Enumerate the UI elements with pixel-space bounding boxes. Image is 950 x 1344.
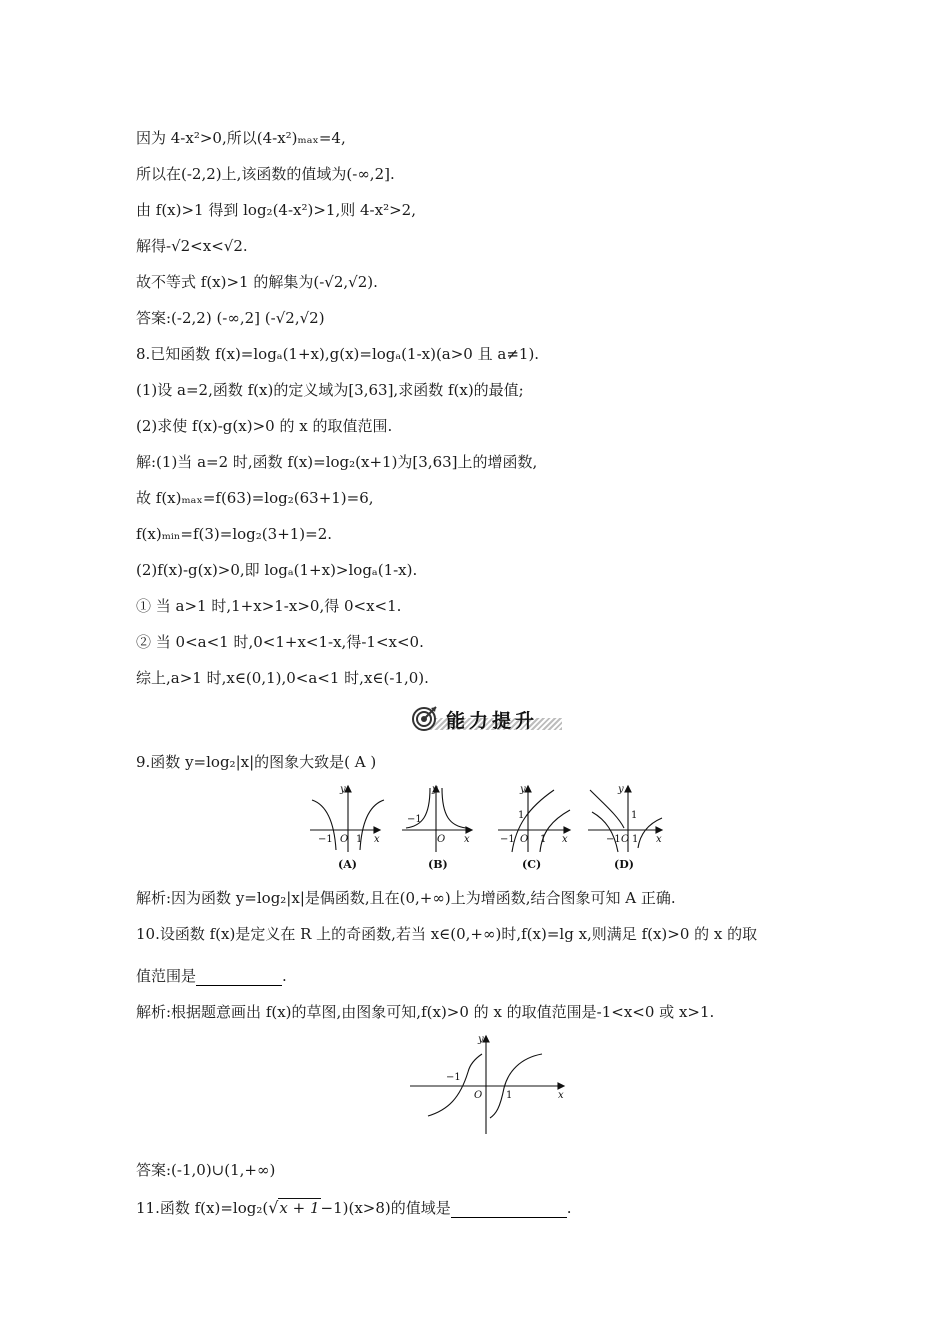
tick-label: −1: [407, 814, 422, 825]
answer-blank[interactable]: [196, 969, 282, 986]
punctuation: .: [282, 967, 287, 985]
axis-label-y: y: [478, 1034, 484, 1045]
analysis-line: 解析:因为函数 y=log₂|x|是偶函数,且在(0,+∞)上为增函数,结合图象可知 A 正确.: [136, 889, 676, 907]
sqrt-radicand: x + 1: [279, 1199, 320, 1217]
banner-title: 能力提升: [446, 710, 539, 732]
sqrt-sign: √: [268, 1198, 279, 1217]
origin-label: O: [340, 834, 349, 845]
question-10: 10.设函数 f(x)是定义在 R 上的奇函数,若当 x∈(0,+∞)时,f(x)=lg x,则满足 f(x)>0 的 x 的取: [136, 925, 758, 943]
origin-label: O: [621, 834, 630, 845]
text-line: 故 f(x)ₘₐₓ=f(63)=log₂(63+1)=6,: [136, 489, 374, 507]
tick-label: 1: [540, 834, 547, 845]
tick-label: 1: [506, 1090, 513, 1101]
axis-label-x: x: [562, 834, 568, 845]
answer-line: 答案:(-2,2) (-∞,2] (-√2,√2): [136, 309, 325, 327]
question-text: 值范围是: [136, 967, 197, 985]
tick-label: 1: [356, 834, 363, 845]
tick-label: −1: [446, 1072, 461, 1083]
question-text: 11.函数 f(x)=log₂(: [136, 1199, 269, 1217]
axis-label-x: x: [374, 834, 380, 845]
axis-label-y: y: [432, 784, 438, 795]
option-label-b: (B): [428, 858, 448, 871]
text-line: ① 当 a>1 时,1+x>1-x>0,得 0<x<1.: [136, 597, 402, 615]
text-line: 解得-√2<x<√2.: [136, 237, 248, 255]
axis-label-x: x: [558, 1090, 564, 1101]
section-banner: [410, 704, 562, 732]
answer-blank[interactable]: [451, 1201, 567, 1218]
question-11: [136, 1198, 572, 1218]
text-line: 故不等式 f(x)>1 的解集为(-√2,√2).: [136, 273, 378, 291]
text-line: 所以在(-2,2)上,该函数的值域为(-∞,2].: [136, 165, 395, 183]
text-line: ② 当 0<a<1 时,0<1+x<1-x,得-1<x<0.: [136, 633, 424, 651]
axis-label-y: y: [618, 784, 624, 795]
punctuation: .: [566, 1199, 572, 1217]
target-icon: [410, 704, 438, 732]
question-8: 8.已知函数 f(x)=logₐ(1+x),g(x)=logₐ(1-x)(a>0 且 a≠1).: [136, 345, 540, 363]
question-9: 9.函数 y=log₂|x|的图象大致是( A ): [136, 753, 377, 771]
tick-label: 1: [631, 810, 638, 821]
q10-sketch-figure: [408, 1032, 568, 1136]
tick-label: −1: [500, 834, 515, 845]
axis-label-y: y: [520, 784, 526, 795]
option-label-c: (C): [522, 858, 542, 871]
tick-label: −1: [318, 834, 333, 845]
text-line: 因为 4-x²>0,所以(4-x²)ₘₐₓ=4,: [136, 129, 346, 147]
origin-label: O: [520, 834, 529, 845]
option-label-a: (A): [338, 858, 357, 871]
question-10-cont: [136, 966, 287, 986]
text-line: (2)求使 f(x)-g(x)>0 的 x 的取值范围.: [136, 417, 393, 435]
origin-label: O: [474, 1090, 483, 1101]
analysis-line: 解析:根据题意画出 f(x)的草图,由图象可知,f(x)>0 的 x 的取值范围是-1<x<0 或 x>1.: [136, 1003, 715, 1021]
option-label-d: (D): [614, 858, 634, 871]
tick-label: 1: [518, 810, 525, 821]
origin-label: O: [437, 834, 446, 845]
text-line: (1)设 a=2,函数 f(x)的定义域为[3,63],求函数 f(x)的最值;: [136, 381, 524, 399]
tick-label: 1: [632, 834, 639, 845]
axis-label-x: x: [656, 834, 662, 845]
text-line: 由 f(x)>1 得到 log₂(4-x²)>1,则 4-x²>2,: [136, 201, 416, 219]
text-line: (2)f(x)-g(x)>0,即 logₐ(1+x)>logₐ(1-x).: [136, 561, 418, 579]
axis-label-x: x: [464, 834, 470, 845]
question-text: −1)(x>8)的值域是: [320, 1199, 451, 1217]
q9-options-figure: [310, 782, 666, 872]
text-line: 综上,a>1 时,x∈(0,1),0<a<1 时,x∈(-1,0).: [136, 669, 429, 687]
text-line: f(x)ₘᵢₙ=f(3)=log₂(3+1)=2.: [136, 525, 333, 543]
axis-label-y: y: [340, 784, 346, 795]
answer-line: 答案:(-1,0)∪(1,+∞): [136, 1161, 276, 1179]
text-line: 解:(1)当 a=2 时,函数 f(x)=log₂(x+1)为[3,63]上的增函数,: [136, 453, 538, 471]
tick-label: −1: [606, 834, 621, 845]
